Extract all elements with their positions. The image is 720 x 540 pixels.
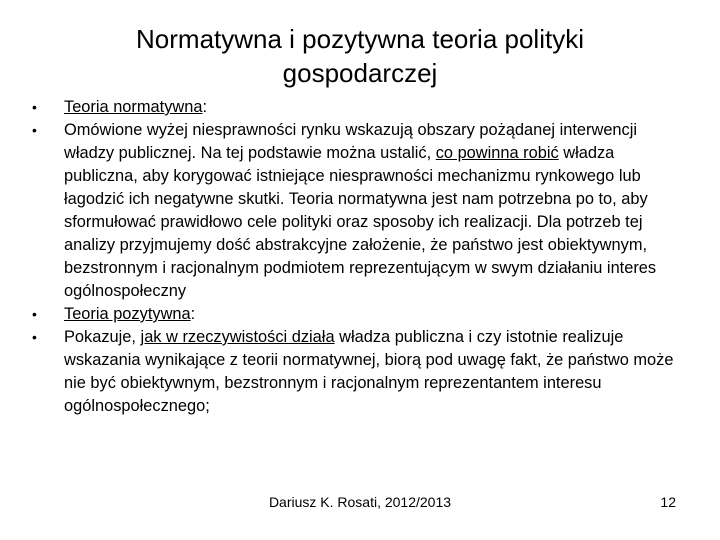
bullet-marker: • xyxy=(32,99,37,115)
normative-text-part-2: władza publiczna, aby korygować istniejące niesprawności mechanizmu rynkowego lub łagodzić ich negatywne skutki. Teoria normatywna jest nam potrzebna po to, aby sformułować prawidłowo cele polityki oraz sposoby ich realizacji. Dla potrzeb tej analizy przyjmujemy dość abstrakcyjne założenie, że państwo jest obiektywnym, bezstronnym i racjonalnym podmiotem reprezentującym w swym działaniu interes ogólnospołeczny xyxy=(64,144,657,300)
heading-colon: : xyxy=(202,98,208,116)
page-number: 12 xyxy=(660,494,676,510)
slide-title-line-1: Normatywna i pozytywna teoria polityki xyxy=(136,24,584,54)
bullet-item-positive-heading xyxy=(24,303,684,326)
bullet-marker: • xyxy=(32,306,37,322)
positive-theory-heading: Teoria pozytywna xyxy=(64,305,191,323)
bullet-marker: • xyxy=(32,329,37,345)
normative-emphasis: co powinna robić xyxy=(435,144,559,162)
positive-text-part-2: władza publiczna i czy istotnie realizuje wskazania wynikające z teorii normatywnej, biorą pod uwagę fakt, że państwo może nie być obiektywnym, bezstronnym i racjonalnym reprezentantem interesu ogólnospołecznego; xyxy=(64,328,674,415)
normative-theory-heading: Teoria normatywna xyxy=(64,98,203,116)
bullet-marker: • xyxy=(32,122,37,138)
bullet-item-positive-body xyxy=(24,326,684,418)
footer-author: Dariusz K. Rosati, 2012/2013 xyxy=(268,494,452,510)
bullet-text xyxy=(64,303,684,326)
bullet-item-normative-body xyxy=(24,119,684,303)
slide-title-line-2: gospodarczej xyxy=(282,58,438,88)
bullet-text xyxy=(64,326,684,418)
positive-emphasis: jak w rzeczywistości działa xyxy=(140,328,335,346)
bullet-list xyxy=(24,96,684,418)
bullet-item-normative-heading xyxy=(24,96,684,119)
slide-title xyxy=(60,22,660,90)
heading-colon: : xyxy=(190,305,196,323)
positive-text-part-1: Pokazuje, xyxy=(64,328,141,346)
bullet-text xyxy=(64,119,684,303)
bullet-text xyxy=(64,96,684,119)
normative-text-part-1: Omówione wyżej niesprawności rynku wskazują obszary pożądanej interwencji władzy publicznej. Na tej podstawie można ustalić, xyxy=(64,121,638,162)
